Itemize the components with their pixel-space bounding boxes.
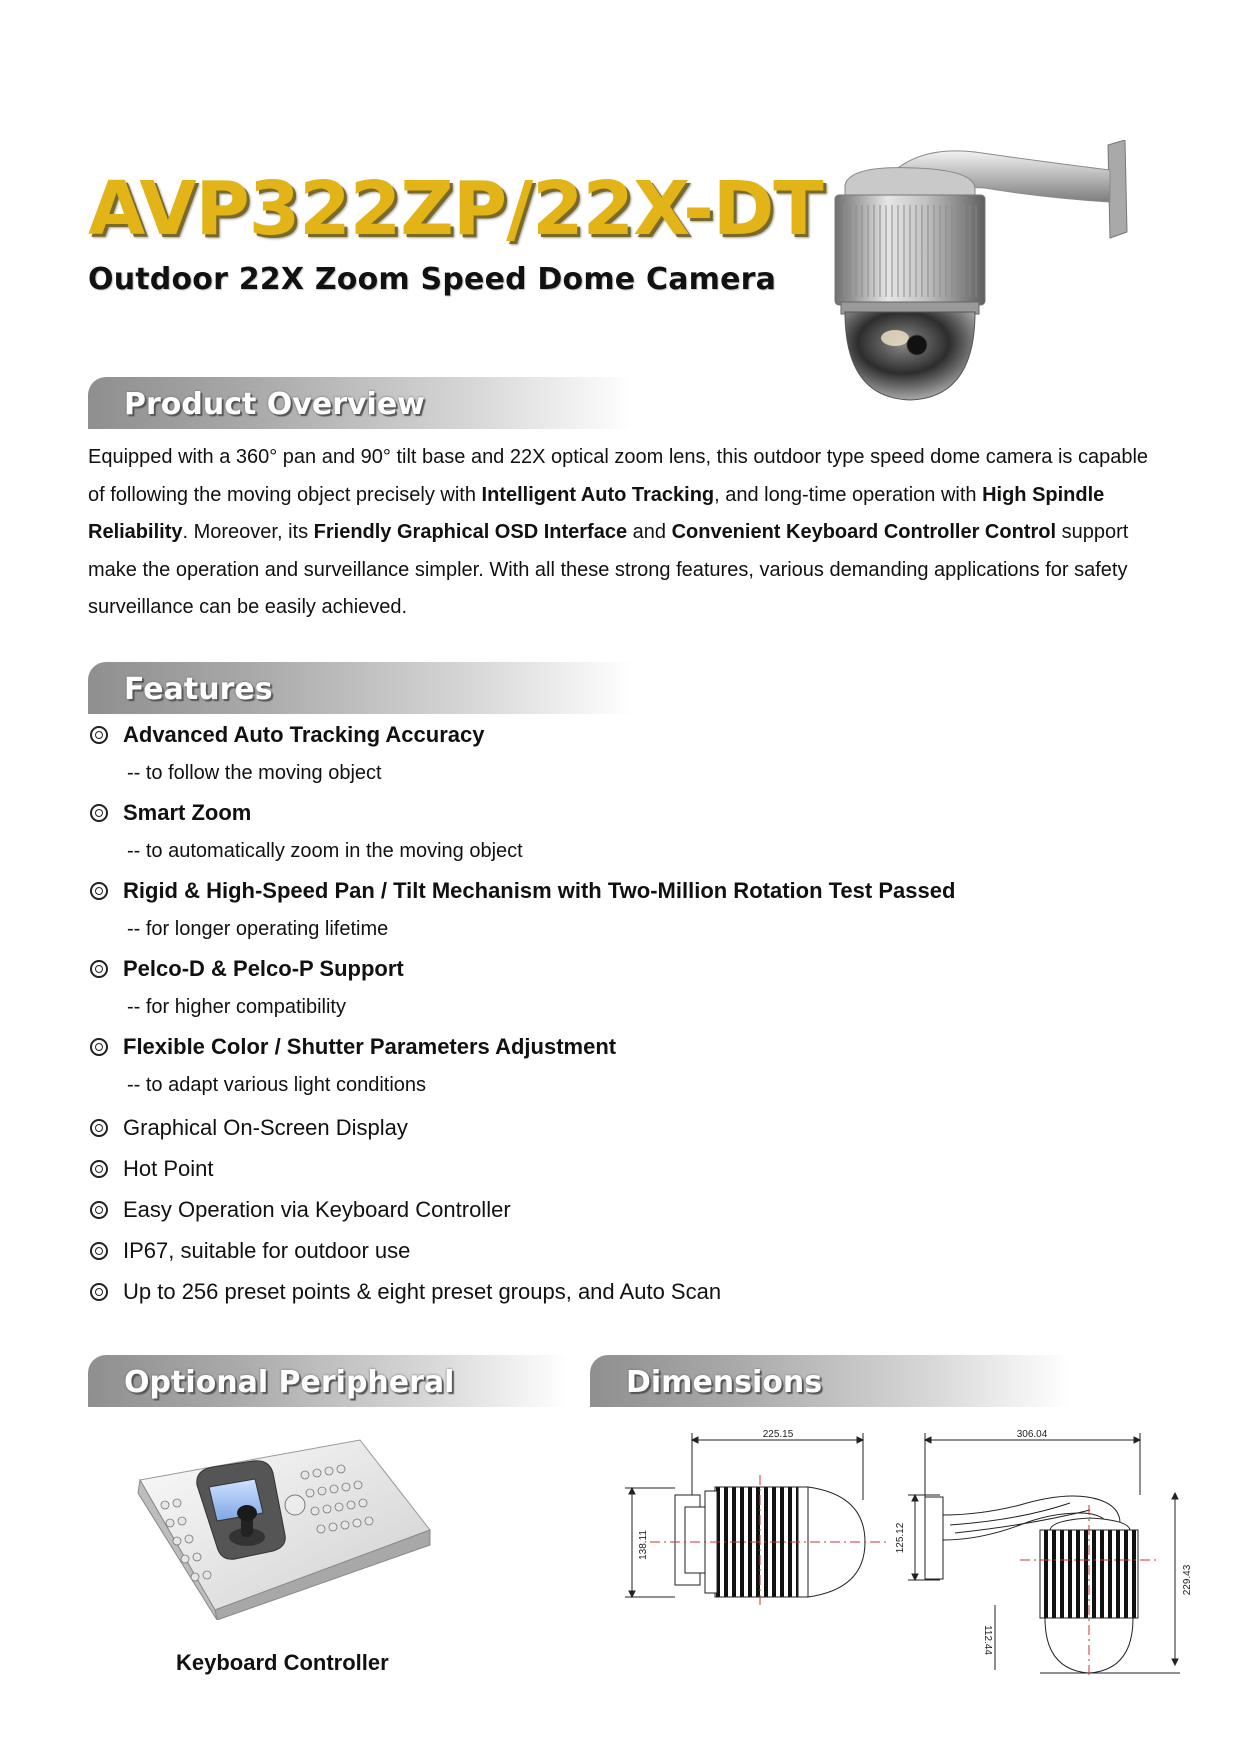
dimensions-header — [590, 1355, 1070, 1407]
double-circle-bullet-icon — [90, 1038, 108, 1056]
double-circle-bullet-icon — [90, 726, 108, 744]
product-overview-header — [88, 377, 633, 429]
overview-paragraph — [88, 439, 1148, 627]
double-circle-bullet-icon — [90, 882, 108, 900]
double-circle-bullet-icon — [90, 1283, 108, 1301]
overview-bold: Convenient Keyboard Controller Control — [671, 521, 1057, 543]
feature-title: Pelco-D & Pelco-P Support — [123, 956, 404, 981]
feature-item — [88, 1107, 1168, 1148]
features-heading: Features — [124, 672, 273, 707]
feature-title: Rigid & High-Speed Pan / Tilt Mechanism with Two-Million Rotation Test Passed — [123, 878, 956, 903]
overview-bold: High Spindle Reliability — [88, 483, 1105, 543]
features-header — [88, 662, 633, 714]
double-circle-bullet-icon — [90, 1201, 108, 1219]
optional-peripheral-heading: Optional Peripheral — [124, 1365, 455, 1400]
feature-title: Hot Point — [123, 1156, 214, 1181]
dimensions-heading: Dimensions — [626, 1365, 823, 1400]
feature-detail: -- to adapt various light conditions — [127, 1074, 427, 1096]
keyboard-controller-image — [135, 1435, 435, 1620]
overview-text: , and long-time operation with — [714, 483, 983, 506]
overview-text: . Moreover, its — [182, 521, 314, 543]
features-list — [88, 717, 1168, 1312]
double-circle-bullet-icon — [90, 1119, 108, 1137]
overview-text: support make the operation and surveillance simpler. With all these strong features, various demanding applications for safety surveillance can be easily achieved. — [88, 521, 1129, 618]
dim-label-side-width: 306.04 — [1016, 1429, 1048, 1440]
feature-title: Graphical On-Screen Display — [123, 1115, 408, 1140]
double-circle-bullet-icon — [90, 1242, 108, 1260]
speed-dome-camera-image — [825, 140, 1145, 410]
feature-title: Up to 256 preset points & eight preset groups, and Auto Scan — [123, 1279, 722, 1304]
product-overview-heading: Product Overview — [124, 387, 425, 422]
overview-bold: Intelligent Auto Tracking — [481, 483, 715, 506]
dim-label-width: 225.15 — [762, 1429, 794, 1440]
dim-label-mount-height: 125.12 — [895, 1522, 906, 1554]
feature-item — [88, 951, 1168, 1027]
product-model-title: AVP322ZP/22X-DT — [88, 166, 823, 252]
feature-detail: -- to follow the moving object — [127, 762, 382, 784]
dim-label-total-height: 229.43 — [1182, 1564, 1193, 1596]
feature-title: Advanced Auto Tracking Accuracy — [123, 722, 485, 747]
feature-item — [88, 795, 1168, 871]
feature-item — [88, 873, 1168, 949]
feature-item — [88, 1148, 1168, 1189]
feature-item — [88, 1189, 1168, 1230]
dimensions-drawing — [620, 1425, 1200, 1675]
keyboard-controller-caption: Keyboard Controller — [176, 1650, 389, 1675]
feature-title: Smart Zoom — [123, 800, 252, 825]
double-circle-bullet-icon — [90, 804, 108, 822]
feature-item — [88, 1271, 1168, 1312]
feature-title: Easy Operation via Keyboard Controller — [123, 1197, 511, 1222]
feature-title: Flexible Color / Shutter Parameters Adjustment — [123, 1034, 617, 1059]
double-circle-bullet-icon — [90, 1160, 108, 1178]
overview-bold: Friendly Graphical OSD Interface — [313, 521, 628, 543]
feature-detail: -- to automatically zoom in the moving object — [127, 840, 523, 862]
feature-title: IP67, suitable for outdoor use — [123, 1238, 411, 1263]
overview-text: Equipped with a 360° pan and 90° tilt base and 22X optical zoom lens, this outdoor type speed dome camera is capable of following the moving object precisely with — [88, 446, 1149, 506]
feature-detail: -- for higher compatibility — [127, 996, 346, 1018]
product-subtitle: Outdoor 22X Zoom Speed Dome Camera — [88, 262, 777, 297]
overview-text: and — [627, 521, 672, 543]
feature-item — [88, 1029, 1168, 1105]
double-circle-bullet-icon — [90, 960, 108, 978]
feature-item — [88, 717, 1168, 793]
optional-peripheral-header — [88, 1355, 568, 1407]
feature-item — [88, 1230, 1168, 1271]
dim-label-height-front: 138.11 — [638, 1530, 649, 1560]
feature-detail: -- for longer operating lifetime — [127, 918, 389, 940]
dim-label-dome-height: 112.44 — [982, 1625, 993, 1655]
